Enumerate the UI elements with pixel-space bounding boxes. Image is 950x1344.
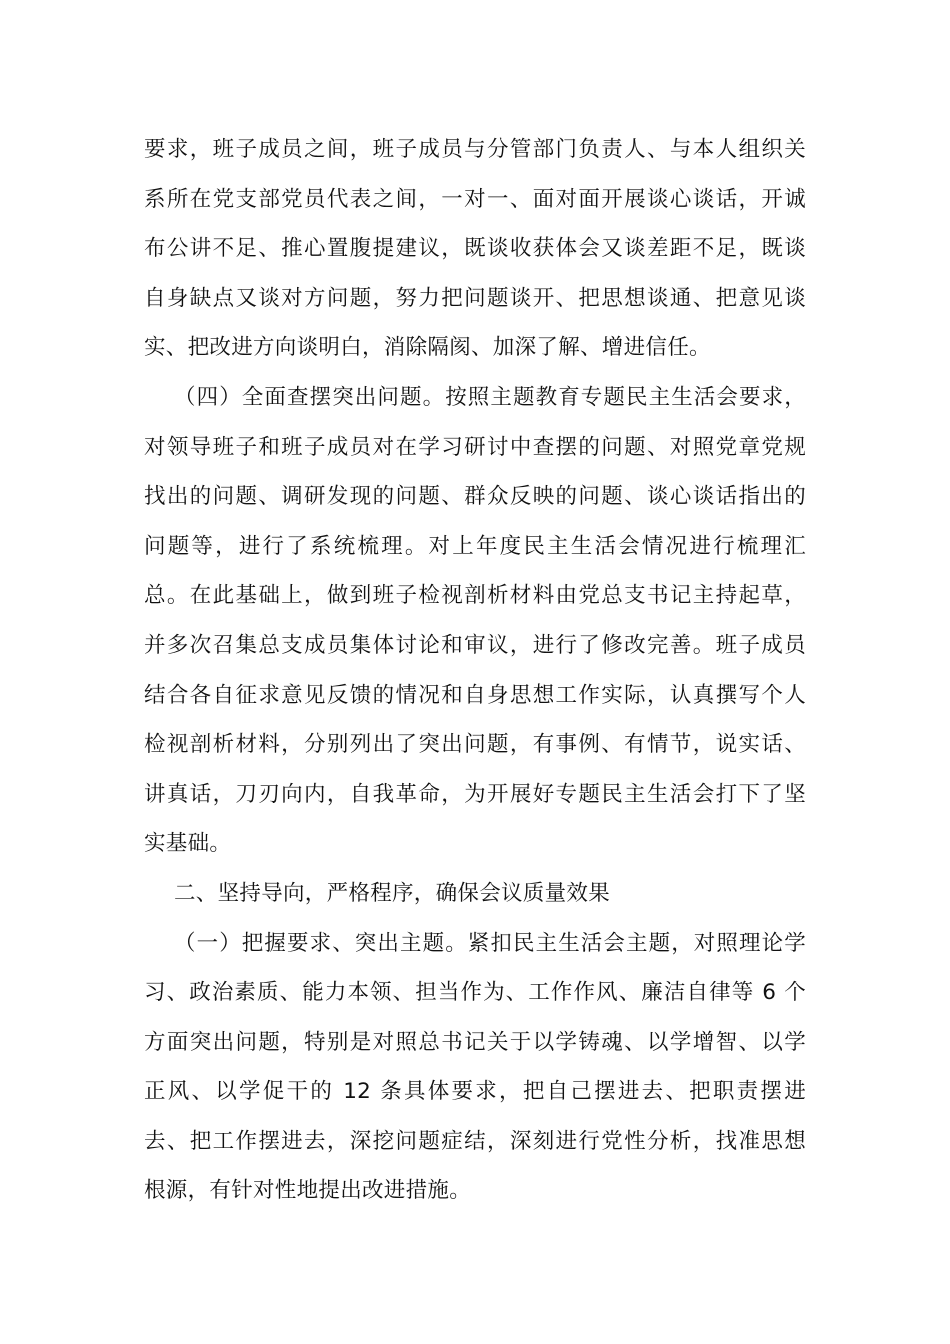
text-line: 检视剖析材料，分别列出了突出问题，有事例、有情节，说实话、 xyxy=(144,732,806,758)
text-line: 结合各自征求意见反馈的情况和自身思想工作实际，认真撰写个人 xyxy=(144,682,806,708)
document-body xyxy=(144,125,806,1216)
text-line: 系所在党支部党员代表之间，一对一、面对面开展谈心谈话，开诚 xyxy=(144,186,806,212)
section-heading-line: （四）全面查摆突出问题。按照主题教育专题民主生活会要求， xyxy=(174,384,806,410)
text-line: 并多次召集总支成员集体讨论和审议，进行了修改完善。班子成员 xyxy=(144,632,806,658)
text-line: 布公讲不足、推心置腹提建议，既谈收获体会又谈差距不足，既谈 xyxy=(144,236,806,262)
text-line: 根源，有针对性地提出改进措施。 xyxy=(144,1178,472,1204)
text-line: 习、政治素质、能力本领、担当作为、工作作风、廉洁自律等 6 个 xyxy=(144,980,806,1006)
text-line: 方面突出问题，特别是对照总书记关于以学铸魂、以学增智、以学 xyxy=(144,1029,806,1055)
text-line: 总。在此基础上，做到班子检视剖析材料由党总支书记主持起草， xyxy=(144,583,806,609)
text-line: 问题等，进行了系统梳理。对上年度民主生活会情况进行梳理汇 xyxy=(144,533,806,559)
text-line: 对领导班子和班子成员对在学习研讨中查摆的问题、对照党章党规 xyxy=(144,434,806,460)
text-line: 找出的问题、调研发现的问题、群众反映的问题、谈心谈话指出的 xyxy=(144,484,806,510)
section-heading-line: （一）把握要求、突出主题。紧扣民主生活会主题，对照理论学 xyxy=(174,930,806,956)
text-line: 实、把改进方向谈明白，消除隔阂、加深了解、增进信任。 xyxy=(144,335,711,361)
text-line: 自身缺点又谈对方问题，努力把问题谈开、把思想谈通、把意见谈 xyxy=(144,285,806,311)
text-line: 正风、以学促干的 12 条具体要求，把自己摆进去、把职责摆进 xyxy=(144,1079,806,1105)
text-line: 要求，班子成员之间，班子成员与分管部门负责人、与本人组织关 xyxy=(144,137,806,162)
text-line: 去、把工作摆进去，深挖问题症结，深刻进行党性分析，找准思想 xyxy=(144,1128,806,1154)
chapter-heading: 二、坚持导向，严格程序，确保会议质量效果 xyxy=(174,880,611,906)
text-line: 实基础。 xyxy=(144,831,232,857)
text-line: 讲真话，刀刃向内，自我革命，为开展好专题民主生活会打下了坚 xyxy=(144,781,806,807)
